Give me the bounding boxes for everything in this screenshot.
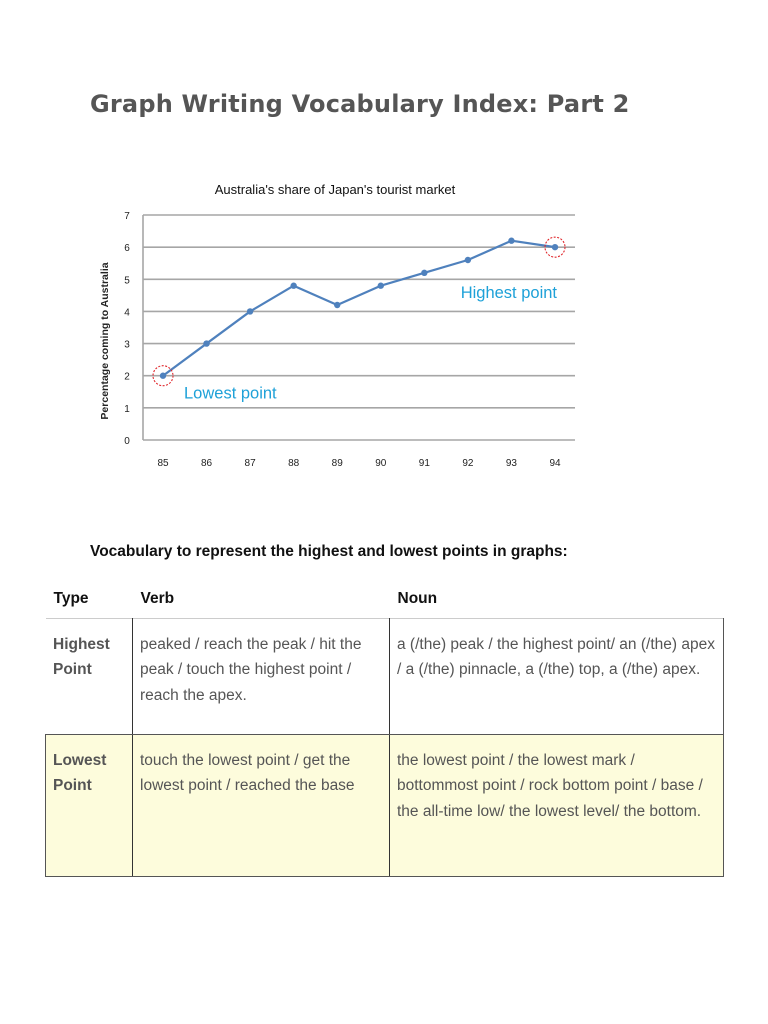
lowest-point-annotation: Lowest point — [184, 384, 277, 403]
noun-cell: the lowest point / the lowest mark / bottommost point / rock bottom point / base / the all-time low/ the lowest level/ the bottom. — [390, 734, 724, 876]
data-points — [160, 238, 558, 379]
header-verb: Verb — [140, 590, 175, 607]
vocabulary-intro: Vocabulary to represent the highest and lowest points in graphs: — [90, 543, 568, 560]
y-tick-label: 5 — [124, 275, 130, 287]
data-point — [247, 308, 253, 314]
x-tick-label: 87 — [244, 458, 256, 469]
x-tick-label: 89 — [331, 458, 343, 469]
table-row-highest-point — [46, 618, 724, 734]
verb-cell: touch the lowest point / get the lowest point / reached the base — [133, 734, 390, 876]
data-point — [334, 302, 340, 308]
y-tick-label: 0 — [124, 436, 130, 447]
chart-title: Australia's share of Japan's tourist market — [214, 182, 456, 197]
data-point — [421, 270, 427, 276]
y-tick-label: 1 — [124, 403, 130, 415]
x-tick-label: 88 — [288, 458, 300, 469]
data-point — [378, 283, 384, 289]
data-point — [552, 244, 558, 250]
y-axis-label: Percentage coming to Australia — [99, 262, 111, 420]
data-point — [203, 340, 209, 346]
type-cell — [46, 618, 133, 734]
gridlines — [143, 215, 575, 440]
vocabulary-table — [45, 584, 724, 877]
type-label: Point — [53, 777, 92, 794]
x-tick-label: 92 — [462, 458, 474, 469]
line-chart-figure — [90, 172, 590, 482]
x-tick-label: 94 — [549, 458, 561, 469]
type-cell — [46, 734, 133, 876]
x-tick-labels — [157, 458, 561, 469]
y-tick-label: 2 — [124, 371, 130, 383]
y-tick-label: 7 — [124, 211, 130, 222]
type-label: Highest — [53, 635, 110, 653]
x-tick-label: 91 — [418, 458, 430, 469]
data-point — [508, 238, 514, 244]
x-tick-label: 90 — [375, 458, 387, 469]
annotations — [153, 237, 565, 403]
series-line — [163, 241, 555, 376]
series-lines — [163, 241, 555, 376]
y-tick-label: 3 — [124, 339, 130, 351]
line-chart — [90, 172, 590, 482]
table-row-lowest-point — [46, 734, 724, 876]
highest-point-annotation: Highest point — [460, 284, 557, 303]
table-header-row — [46, 584, 724, 618]
data-point — [290, 283, 296, 289]
x-tick-label: 85 — [157, 458, 169, 469]
data-point — [465, 257, 471, 263]
header-noun: Noun — [397, 590, 438, 607]
y-tick-label: 6 — [124, 243, 130, 255]
data-point — [160, 373, 166, 379]
y-tick-labels — [124, 211, 130, 447]
x-tick-label: 93 — [505, 458, 518, 469]
noun-cell: a (/the) peak / the highest point/ an (/the) apex / a (/the) pinnacle, a (/the) top, a (/the) apex. — [390, 618, 724, 734]
page-title: Graph Writing Vocabulary Index: Part 2 — [90, 90, 630, 118]
y-tick-label: 4 — [124, 307, 130, 319]
x-tick-label: 86 — [200, 458, 213, 469]
verb-cell: peaked / reach the peak / hit the peak / touch the highest point / reach the apex. — [133, 618, 390, 734]
header-type: Type — [53, 590, 89, 607]
type-label: Point — [53, 661, 92, 678]
type-label: Lowest — [53, 751, 107, 769]
